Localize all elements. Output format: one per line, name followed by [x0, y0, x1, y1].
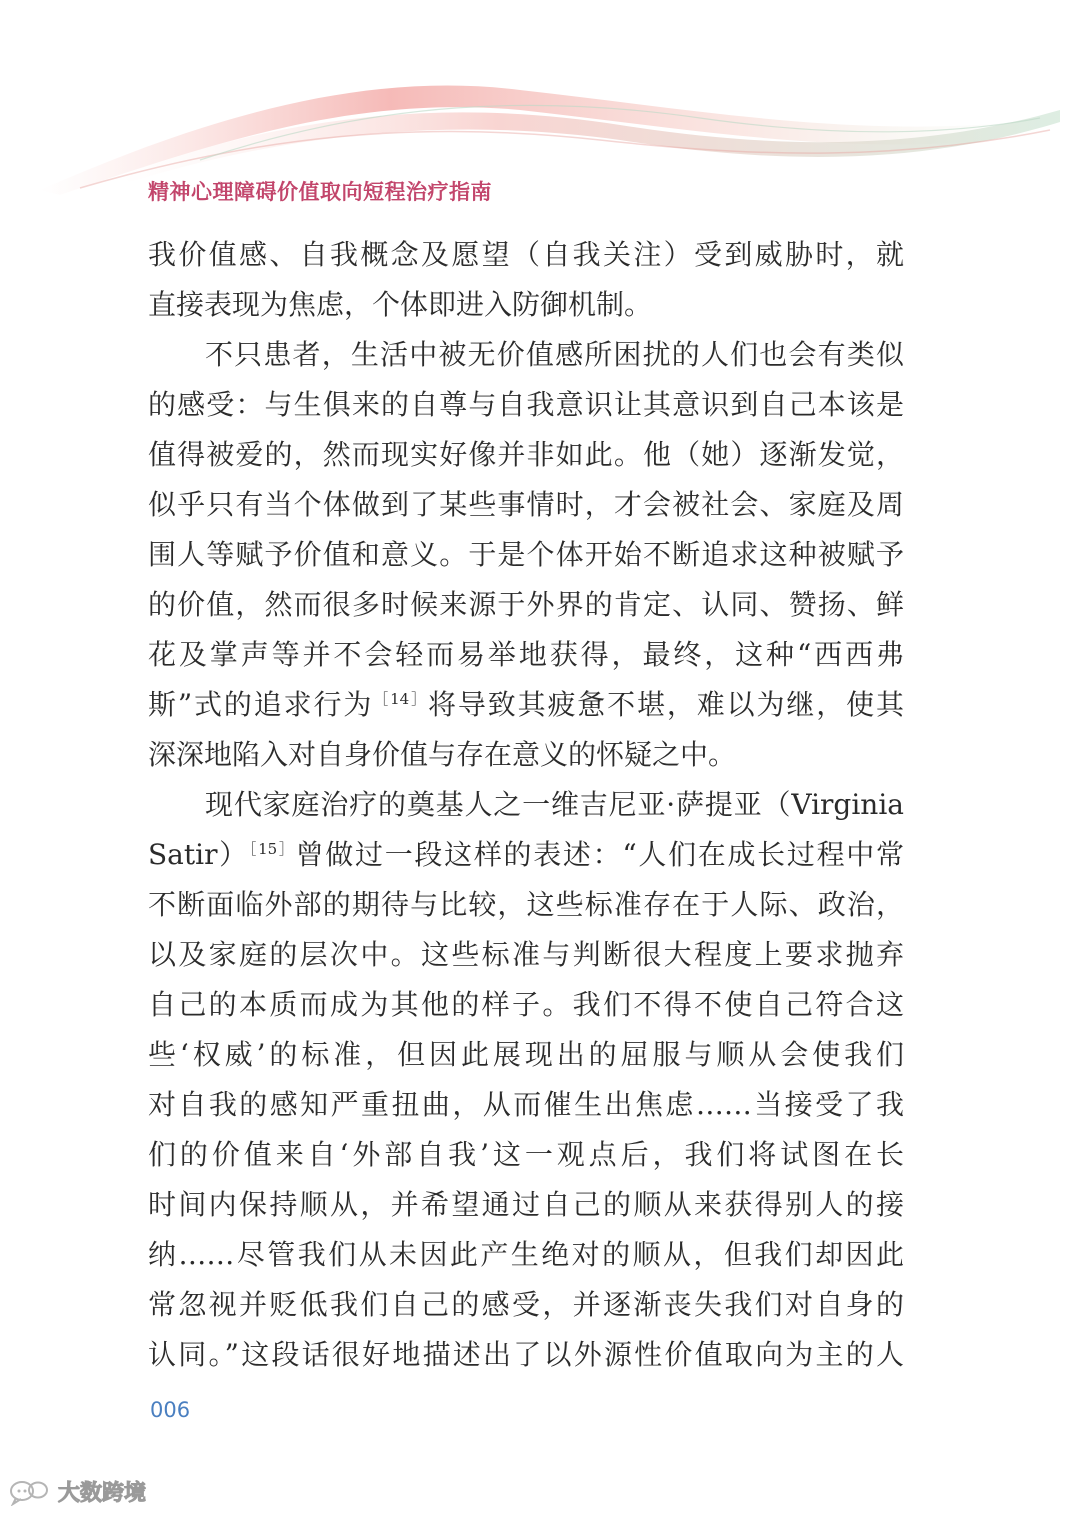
text-line: 似乎只有当个体做到了某些事情时，才会被社会、家庭及周: [148, 488, 904, 521]
text-line: 值得被爱的，然而现实好像并非如此。他（她）逐渐发觉，: [148, 438, 904, 471]
running-header-title: 精神心理障碍价值取向短程治疗指南: [148, 180, 492, 204]
text-line: 些‘权威’的标准，但因此展现出的屈服与顺从会使我们: [148, 1038, 904, 1071]
text-line: 时间内保持顺从，并希望通过自己的顺从来获得别人的接: [148, 1188, 904, 1221]
text-line: 常忽视并贬低我们自己的感受，并逐渐丧失我们对自身的: [148, 1288, 904, 1321]
header-decoration-swoosh: [0, 0, 1080, 200]
paragraph-start-line: 不只患者，生活中被无价值感所困扰的人们也会有类似: [205, 338, 904, 371]
text-line: 直接表现为焦虑，个体即进入防御机制。: [148, 288, 653, 321]
text-line: 对自我的感知严重扭曲，从而催生出焦虑……当接受了我: [148, 1088, 904, 1121]
text-line: 的价值，然而很多时候来源于外界的肯定、认同、赞扬、鲜: [148, 588, 904, 621]
citation-14: ［14］: [373, 690, 428, 708]
text-line: 的感受：与生俱来的自尊与自我意识让其意识到自己本该是: [148, 388, 904, 421]
text-line: 围人等赋予价值和意义。于是个体开始不断追求这种被赋予: [148, 538, 904, 571]
text-line: 们的价值来自‘外部自我’这一观点后，我们将试图在长: [148, 1138, 904, 1171]
text-segment: 斯”式的追求行为: [148, 688, 374, 721]
text-line: 深深地陷入对自身价值与存在意义的怀疑之中。: [148, 738, 737, 771]
paragraph-start-line: 现代家庭治疗的奠基人之一维吉尼亚·萨提亚（Virginia: [205, 788, 904, 821]
text-line: 认同。”这段话很好地描述出了以外源性价值取向为主的人: [148, 1338, 904, 1371]
text-line: 自己的本质而成为其他的样子。我们不得不使自己符合这: [148, 988, 904, 1021]
text-segment: 将导致其疲惫不堪，难以为继，使其: [427, 688, 904, 721]
citation-15: ［15］: [248, 840, 296, 858]
text-segment: Satir）: [148, 838, 249, 871]
watermark: [8, 1476, 146, 1507]
text-line: 纳……尽管我们从未因此产生绝对的顺从，但我们却因此: [148, 1238, 904, 1271]
text-line: 我价值感、自我概念及愿望（自我关注）受到威胁时，就: [148, 238, 904, 271]
text-line: [148, 830, 904, 880]
chat-bubble-icon: [8, 1478, 52, 1506]
page-number: 006: [150, 1398, 191, 1422]
body-text: [148, 230, 904, 1380]
text-line: [148, 680, 904, 730]
watermark-text: 大数跨境: [58, 1481, 147, 1506]
text-segment: 曾做过一段这样的表述：“人们在成长过程中常: [295, 838, 904, 871]
text-line: 不断面临外部的期待与比较，这些标准存在于人际、政治，: [148, 888, 904, 921]
text-line: 花及掌声等并不会轻而易举地获得，最终，这种“西西弗: [148, 638, 904, 671]
text-line: 以及家庭的层次中。这些标准与判断很大程度上要求抛弃: [148, 938, 904, 971]
